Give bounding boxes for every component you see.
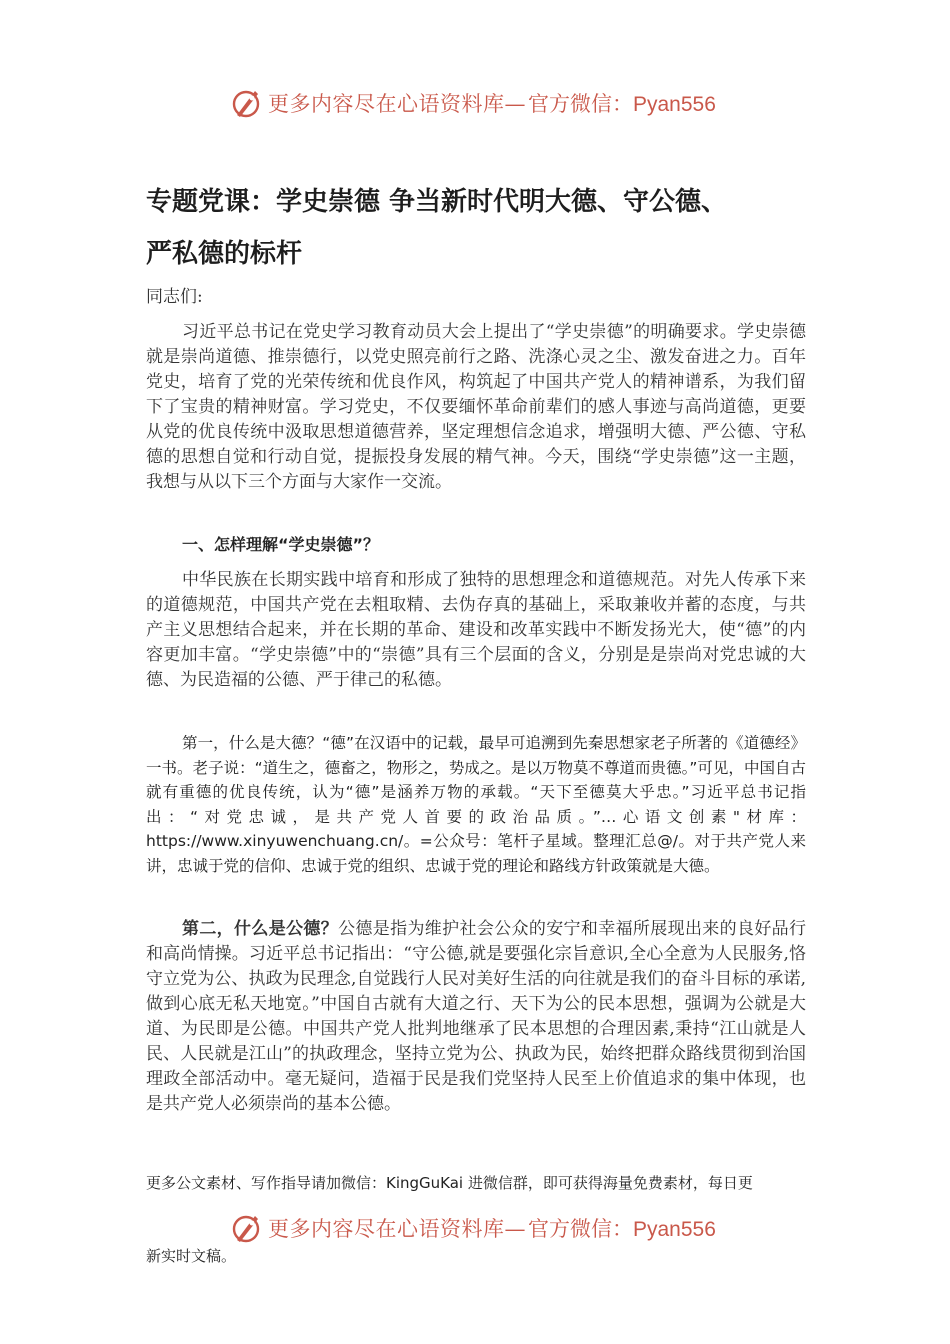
wechat-contact: 官方微信：Pyan556 <box>528 93 716 116</box>
section-1-paragraph: 中华民族在长期实践中培育和形成了独特的思想理念和道德规范。对先人传承下来的道德规范，中国共产党在去粗取精、去伪存真的基础上，采取兼收并蓄的态度，与共产主义思想结合起来，并在长期的革命、建设和改革实践中不断发扬光大，使“德”的内容更加丰富。“学史崇德”中的“崇德”具有三个层面的含义，分别是是崇尚对党忠诚的大德、为民造福的公德、严于律己的私德。 <box>146 570 806 690</box>
wechat-contact: 官方微信：Pyan556 <box>528 1218 716 1241</box>
point-2-body: 公德是指为维护社会公众的安宁和幸福所展现出来的良好品行和高尚情操。习近平总书记指出：“守公德,就是要强化宗旨意识,全心全意为人民服务,恪守立党为公、执政为民理念,自觉践行人民对美好生活的向往就是我们的奋斗目标的承诺,做到心底无私天地宽。”中国自古就有大道之行、天下为公的民本思想，强调为公就是大道、为民即是公德。中国共产党人批判地继承了民本思想的合理因素,秉持“江山就是人民、人民就是江山”的执政理念，坚持立党为公、执政为民，始终把群众路线贯彻到治国理政全部活动中。毫无疑问，造福于民是我们党坚持人民至上价值追求的集中体现，也是共产党人必须崇尚的基本公德。 <box>146 919 807 1114</box>
point-2-lead: 第二，什么是公德？ <box>182 919 339 939</box>
title-line-2: 严私德的标杆 <box>146 239 303 269</box>
section-1-heading: 一、怎样理解“学史崇德”？ <box>182 535 380 554</box>
top-watermark-banner <box>228 83 748 123</box>
footer-line-1: 更多公文素材、写作指导请加微信：KingGuKai 进微信群，即可获得海量免费素材，每日更 <box>146 1174 753 1192</box>
pen-logo-icon <box>228 1210 264 1246</box>
pen-logo-icon <box>228 85 264 121</box>
greeting: 同志们: <box>146 287 203 307</box>
intro-paragraph: 习近平总书记在党史学习教育动员大会上提出了“学史崇德”的明确要求。学史崇德就是崇尚道德、推崇德行，以党史照亮前行之路、洗涤心灵之尘、激发奋进之力。百年党史，培育了党的光荣传统和优良作风，构筑起了中国共产党人的精神谱系，为我们留下了宝贵的精神财富。学习党史，不仅要缅怀革命前辈们的感人事迹与高尚道德，更要从党的优良传统中汲取思想道德营养，坚定理想信念追求，增强明大德、严公德、守私德的思想自觉和行动自觉，提振投身发展的精气神。今天，围绕“学史崇德”这一主题，我想与从以下三个方面与大家作一交流。 <box>146 322 806 492</box>
document-title <box>146 176 806 280</box>
brand-text: 更多内容尽在心语资料库— <box>268 92 526 116</box>
title-line-1: 专题党课：学史崇德 争当新时代明大德、守公德、 <box>146 187 728 217</box>
point-1-paragraph: 第一，什么是大德？“德”在汉语中的记载，最早可追溯到先秦思想家老子所著的《道德经》一书。老子说：“道生之，德畜之，物形之，势成之。是以万物莫不尊道而贵德。”可见，中国自古就有重德的优良传统，认为“德”是涵养万物的承载。“天下至德莫大乎忠。”习近平总书记指出：“对党忠诚，是共产党人首要的政治品质。”…心语文创素"材库：https://www.xinyuwenchuang.cn/。=公众号：笔杆子星域。整理汇总@/。对于共产党人来讲，忠诚于党的信仰、忠诚于党的组织、忠诚于党的理论和路线方针政策就是大德。 <box>146 734 806 875</box>
point-2-paragraph <box>146 917 806 1117</box>
bottom-watermark-banner <box>228 1208 748 1248</box>
brand-text: 更多内容尽在心语资料库— <box>268 1217 526 1241</box>
footer-line-2: 新实时文稿。 <box>146 1247 237 1265</box>
